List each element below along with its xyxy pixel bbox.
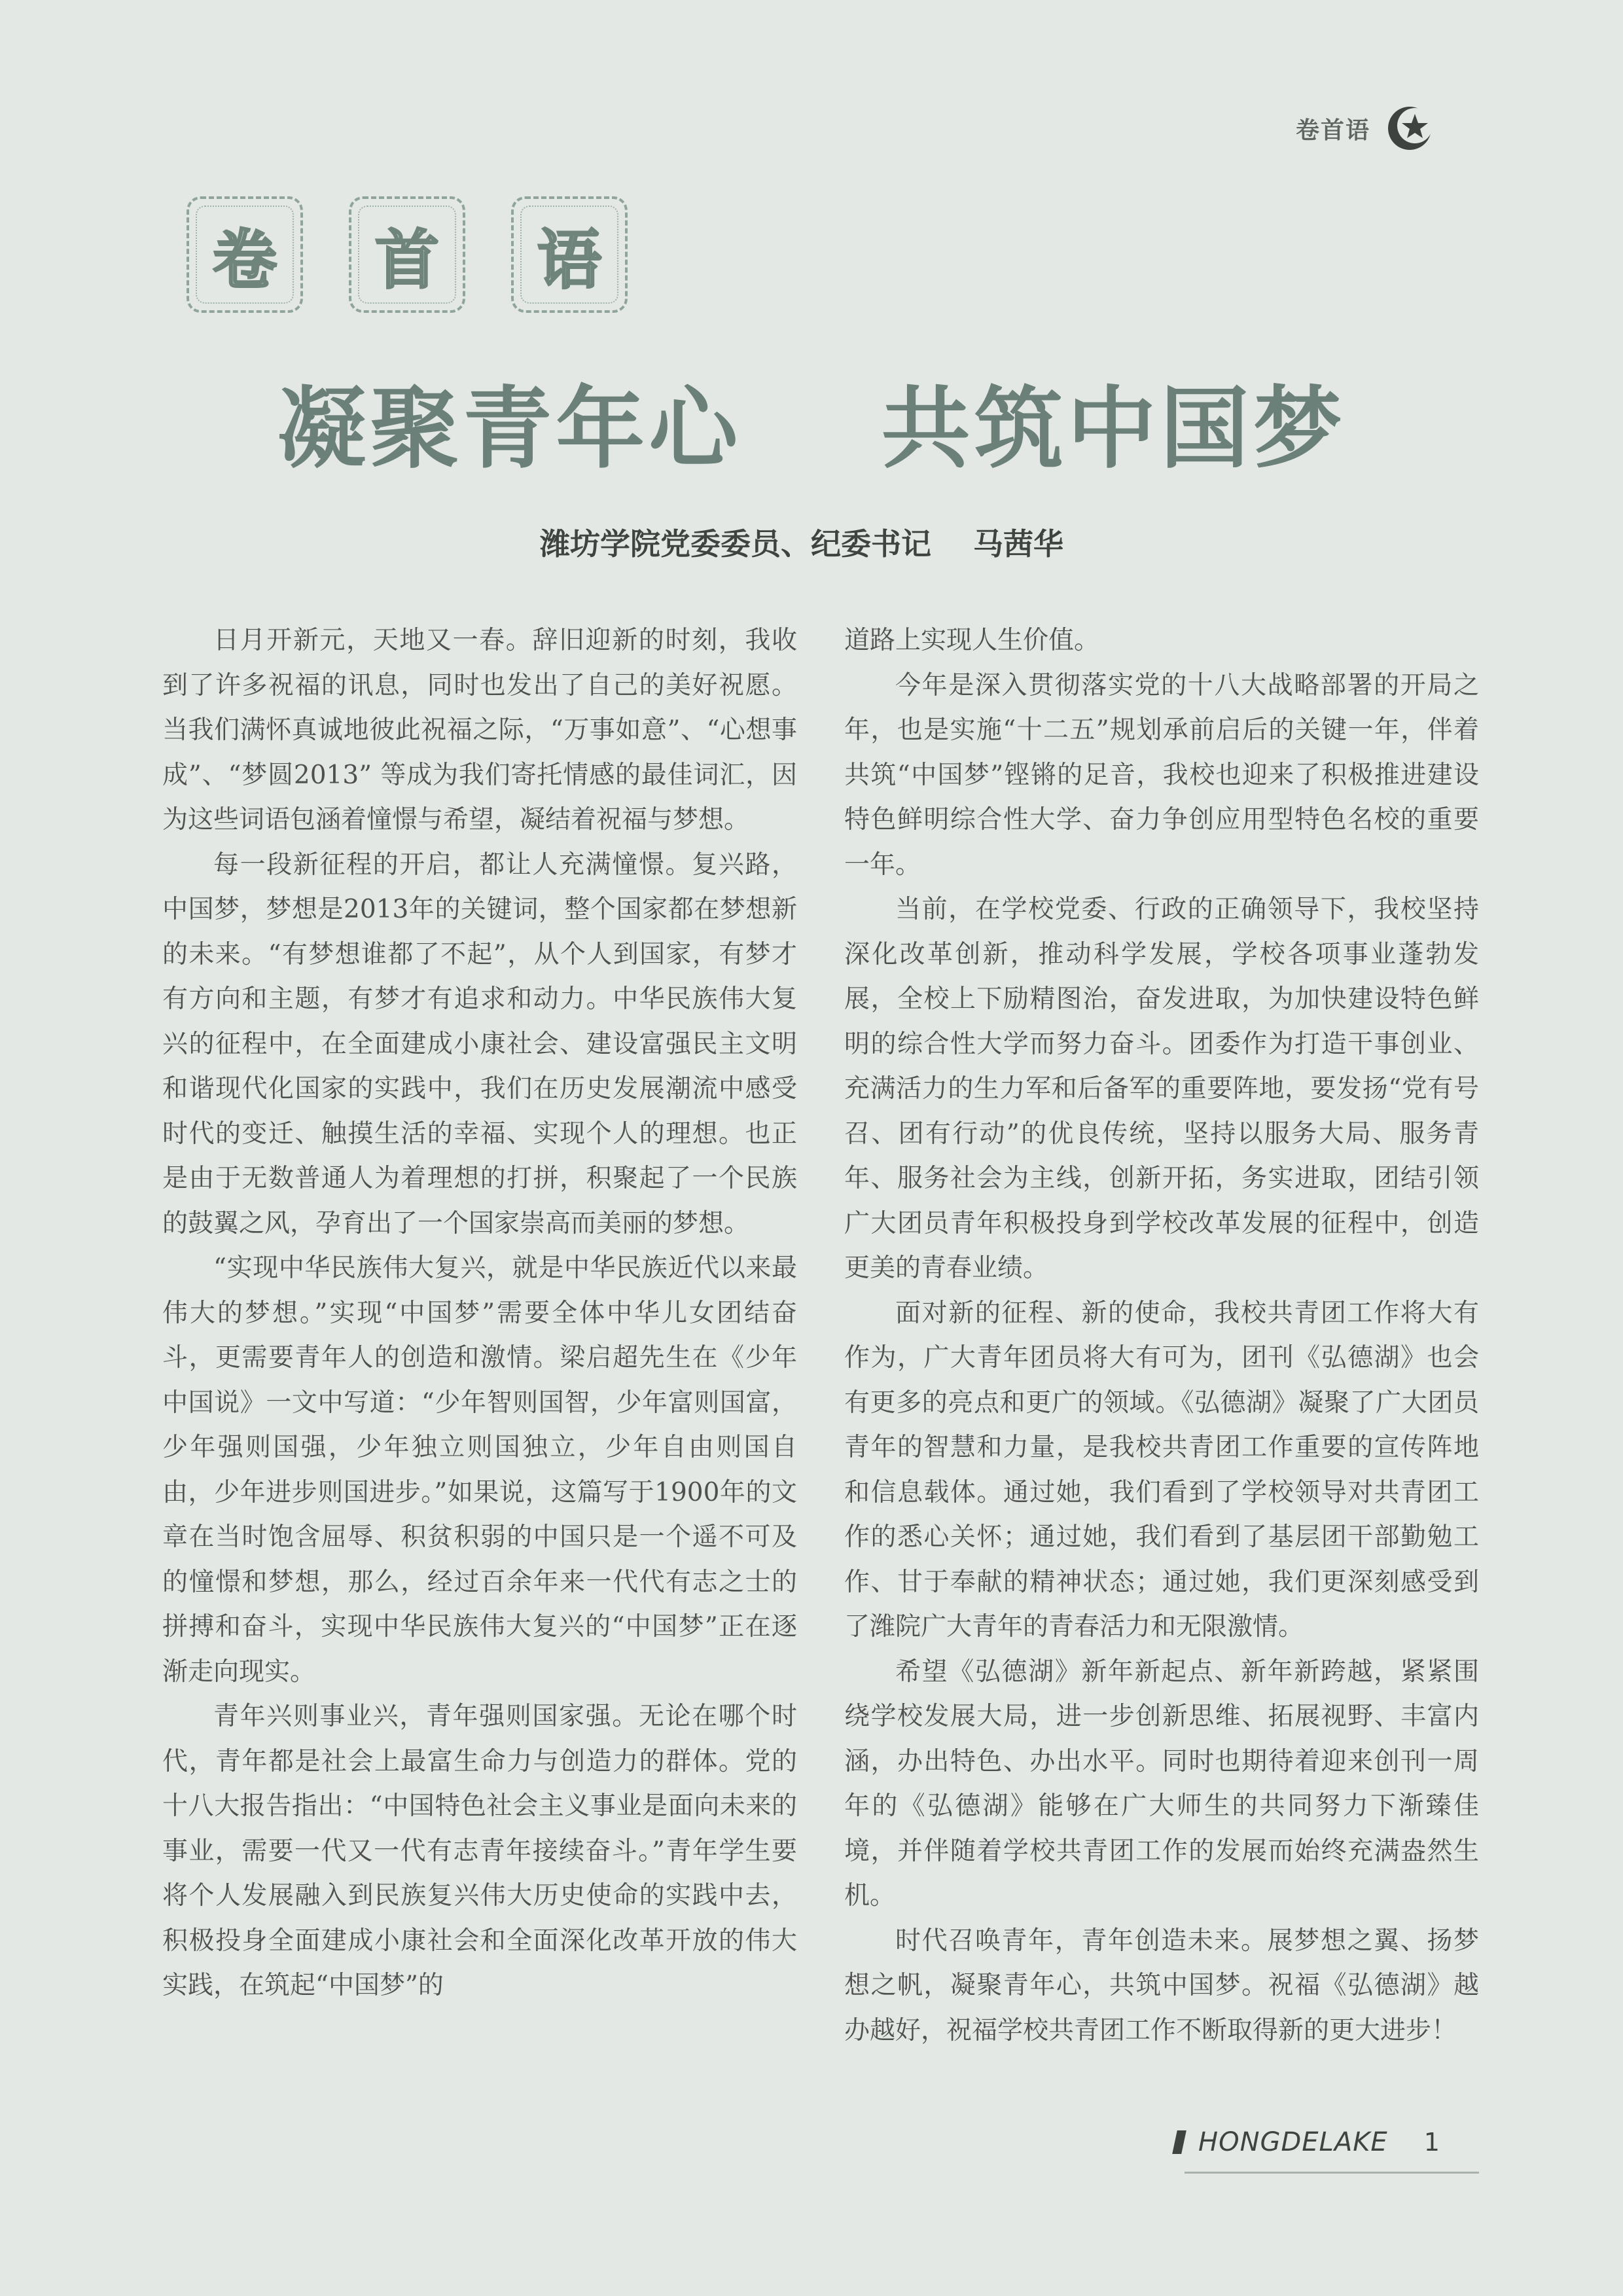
paragraph: 希望《弘德湖》新年新起点、新年新跨越，紧紧围绕学校发展大局，进一步创新思维、拓展视野、丰富内涵，办出特色、办出水平。同时也期待着迎来创刊一周年的《弘德湖》能够在广大师生的共同努力下渐臻佳境，并伴随着学校共青团工作的发展而始终充满盎然生机。 xyxy=(844,1657,1479,1910)
right-column xyxy=(844,619,1479,2053)
footer-divider xyxy=(1185,2172,1479,2174)
section-label: 卷首语 xyxy=(1296,117,1371,144)
page-number: 1 xyxy=(1423,2128,1440,2157)
star-emblem-icon xyxy=(1385,103,1435,153)
heading-box-3: 语 xyxy=(511,196,628,313)
paragraph: 时代召唤青年，青年创造未来。展梦想之翼、扬梦想之帆，凝聚青年心，共筑中国梦。祝福《弘德湖》越办越好，祝福学校共青团工作不断取得新的更大进步！ xyxy=(844,1926,1479,2045)
paragraph-continuation: 道路上实现人生价值。 xyxy=(844,626,1100,655)
page-footer xyxy=(1175,2127,1440,2157)
paragraph: “实现中华民族伟大复兴，就是中华民族近代以来最伟大的梦想。”实现“中国梦”需要全体中华儿女团结奋斗，更需要青年人的创造和激情。梁启超先生在《少年中国说》一文中写道：“少年智则国智，少年富则国富，少年强则国强，少年独立则国独立，少年自由则国自由，少年进步则国进步。”如果说，这篇写于1900年的文章在当时饱含屈辱、积贫积弱的中国只是一个遥不可及的憧憬和梦想，那么，经过百余年来一代代有志之士的拼搏和奋斗，实现中华民族伟大复兴的“中国梦”正在逐渐走向现实。 xyxy=(162,1253,797,1687)
paragraph: 青年兴则事业兴，青年强则国家强。无论在哪个时代，青年都是社会上最富生命力与创造力的群体。党的十八大报告指出：“中国特色社会主义事业是面向未来的事业，需要一代又一代有志青年接续奋斗。”青年学生要将个人发展融入到民族复兴伟大历史使命的实践中去，积极投身全面建成小康社会和全面深化改革开放的伟大实践，在筑起“中国梦”的 xyxy=(162,1702,797,2000)
left-column xyxy=(162,619,797,2009)
author-byline: 潍坊学院党委委员、纪委书记 马茜华 xyxy=(540,526,1064,562)
footer-bar-icon xyxy=(1172,2130,1186,2154)
paragraph: 今年是深入贯彻落实党的十八大战略部署的开局之年，也是实施“十二五”规划承前启后的关键一年，伴着共筑“中国梦”铿锵的足音，我校也迎来了积极推进建设特色鲜明综合性大学、奋力争创应用型特色名校的重要一年。 xyxy=(844,670,1479,880)
paragraph: 日月开新元，天地又一春。辞旧迎新的时刻，我收到了许多祝福的讯息，同时也发出了自己的美好祝愿。当我们满怀真诚地彼此祝福之际，“万事如意”、“心想事成”、“梦圆2013” 等成为我们寄托情感的最佳词汇，因为这些词语包涵着憧憬与希望，凝结着祝福与梦想。 xyxy=(162,626,797,834)
magazine-brand: HONGDELAKE xyxy=(1198,2127,1388,2157)
paragraph: 面对新的征程、新的使命，我校共青团工作将大有作为，广大青年团员将大有可为，团刊《弘德湖》也会有更多的亮点和更广的领域。《弘德湖》凝聚了广大团员青年的智慧和力量，是我校共青团工作重要的宣传阵地和信息载体。通过她，我们看到了学校领导对共青团工作的悉心关怀；通过她，我们看到了基层团干部勤勉工作、甘于奉献的精神状态；通过她，我们更深刻感受到了潍院广大青年的青春活力和无限激情。 xyxy=(844,1298,1479,1641)
paragraph: 当前，在学校党委、行政的正确领导下，我校坚持深化改革创新，推动科学发展，学校各项事业蓬勃发展，全校上下励精图治，奋发进取，为加快建设特色鲜明的综合性大学而努力奋斗。团委作为打造干事创业、充满活力的生力军和后备军的重要阵地，要发扬“党有号召、团有行动”的优良传统，坚持以服务大局、服务青年、服务社会为主线，创新开拓，务实进取，团结引领广大团员青年积极投身到学校改革发展的征程中，创造更美的青春业绩。 xyxy=(844,895,1479,1283)
heading-box-1: 卷 xyxy=(187,196,303,313)
heading-box-2: 首 xyxy=(349,196,465,313)
section-header xyxy=(1296,103,1435,153)
article-title: 凝聚青年心 共筑中国梦 xyxy=(277,378,1346,481)
section-heading-decoration xyxy=(187,196,628,313)
paragraph: 每一段新征程的开启，都让人充满憧憬。复兴路，中国梦，梦想是2013年的关键词，整个国家都在梦想新的未来。“有梦想谁都了不起”，从个人到国家，有梦才有方向和主题，有梦才有追求和动力。中华民族伟大复兴的征程中，在全面建成小康社会、建设富强民主文明和谐现代化国家的实践中，我们在历史发展潮流中感受时代的变迁、触摸生活的幸福、实现个人的理想。也正是由于无数普通人为着理想的打拼，积聚起了一个民族的鼓翼之风，孕育出了一个国家崇高而美丽的梦想。 xyxy=(162,850,797,1238)
